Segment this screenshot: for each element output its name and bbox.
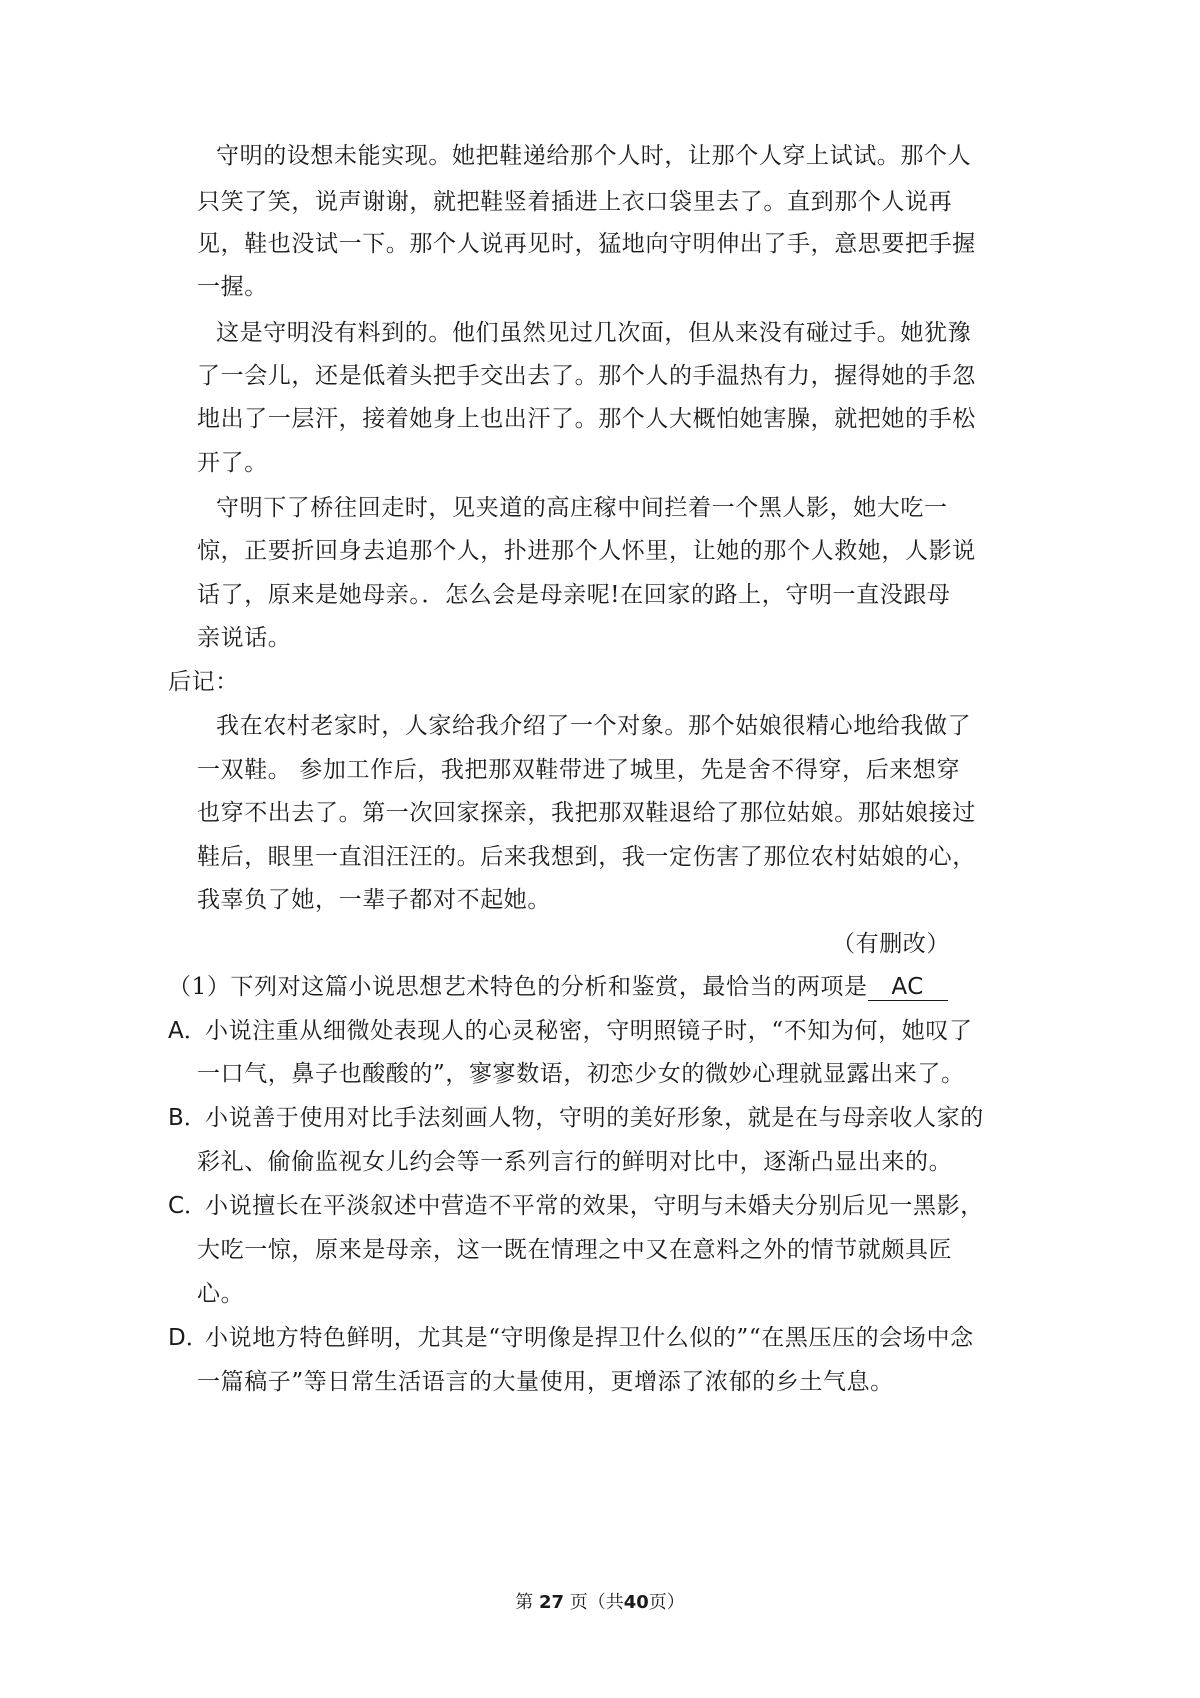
text-line: 也穿不出去了。第一次回家探亲，我把那双鞋退给了那位姑娘。那姑娘接过 — [197, 800, 976, 826]
option-text-line: 小说注重从细微处表现人的心灵秘密，守明照镜子时，“不知为何，她叹了 — [205, 1018, 973, 1044]
text-line: 话了，原来是她母亲。．怎么会是母亲呢!在回家的路上，守明一直没跟母 — [197, 582, 951, 608]
option-text-line: 小说地方特色鲜明，尤其是“守明像是捍卫什么似的”“在黑压压的会场中念 — [205, 1325, 974, 1351]
page-footer — [0, 1588, 1200, 1614]
option-letter: B． — [168, 1105, 207, 1131]
source-note: （有删改） — [832, 931, 950, 957]
text-line: 亲说话。 — [197, 625, 292, 651]
option-text-line: 一口气，鼻子也酸酸的”，寥寥数语，初恋少女的微妙心理就显露出来了。 — [197, 1061, 965, 1087]
question-prompt — [168, 972, 948, 1002]
option-text-line: 大吃一惊，原来是母亲，这一既在情理之中又在意料之外的情节就颇具匠 — [197, 1237, 953, 1263]
text-line: 守明下了桥往回走时，见夹道的高庄稼中间拦着一个黑人影，她大吃一 — [216, 495, 948, 521]
text-line: 我在农村老家时，人家给我介绍了一个对象。那个姑娘很精心地给我做了 — [216, 713, 972, 739]
text-line: 一握。 — [197, 274, 268, 300]
option-text-line: 彩礼、偷偷监视女儿约会等一系列言行的鲜明对比中，逐渐凸显出来的。 — [197, 1149, 953, 1175]
text-line: 地出了一层汗，接着她身上也出汗了。那个人大概怕她害臊，就把她的手松 — [197, 406, 976, 432]
footer-middle: 页（共 — [569, 1592, 624, 1613]
text-line: 只笑了笑，说声谢谢，就把鞋竖着插进上衣口袋里去了。直到那个人说再 — [197, 189, 953, 215]
footer-suffix: 页） — [648, 1592, 685, 1613]
footer-prefix: 第 — [515, 1592, 534, 1613]
text-line: 了一会儿，还是低着头把手交出去了。那个人的手温热有力，握得她的手忽 — [197, 363, 976, 389]
option-letter: C． — [168, 1193, 208, 1219]
option-text-line: 一篇稿子”等日常生活语言的大量使用，更增添了浓郁的乡土气息。 — [197, 1369, 894, 1395]
answer-blank: AC — [868, 974, 948, 1001]
postscript-heading: 后记： — [168, 669, 239, 695]
text-line: 惊，正要折回身去追那个人，扑进那个人怀里，让她的那个人救她，人影说 — [197, 538, 976, 564]
option-text-line: 心。 — [197, 1281, 245, 1307]
text-line: 开了。 — [197, 450, 268, 476]
option-text-line: 小说善于使用对比手法刻画人物，守明的美好形象，就是在与母亲收人家的 — [205, 1105, 984, 1131]
option-letter: A． — [168, 1018, 207, 1044]
option-letter: D． — [168, 1325, 209, 1351]
text-line: 这是守明没有料到的。他们虽然见过几次面，但从来没有碰过手。她犹豫 — [216, 320, 972, 346]
total-pages: 40 — [623, 1592, 649, 1613]
text-line: 一双鞋。 参加工作后，我把那双鞋带进了城里，先是舍不得穿，后来想穿 — [197, 757, 961, 783]
question-text: （1）下列对这篇小说思想艺术特色的分析和鉴赏，最恰当的两项是 — [168, 974, 868, 1000]
page-number: 27 — [538, 1592, 564, 1613]
option-text-line: 小说擅长在平淡叙述中营造不平常的效果，守明与未婚夫分别后见一黑影， — [205, 1193, 984, 1219]
text-line: 鞋后，眼里一直泪汪汪的。后来我想到，我一定伤害了那位农村姑娘的心， — [197, 844, 976, 870]
text-line: 守明的设想未能实现。她把鞋递给那个人时，让那个人穿上试试。那个人 — [216, 143, 972, 169]
text-line: 我辜负了她，一辈子都对不起她。 — [197, 887, 551, 913]
text-line: 见，鞋也没试一下。那个人说再见时，猛地向守明伸出了手，意思要把手握 — [197, 231, 976, 257]
